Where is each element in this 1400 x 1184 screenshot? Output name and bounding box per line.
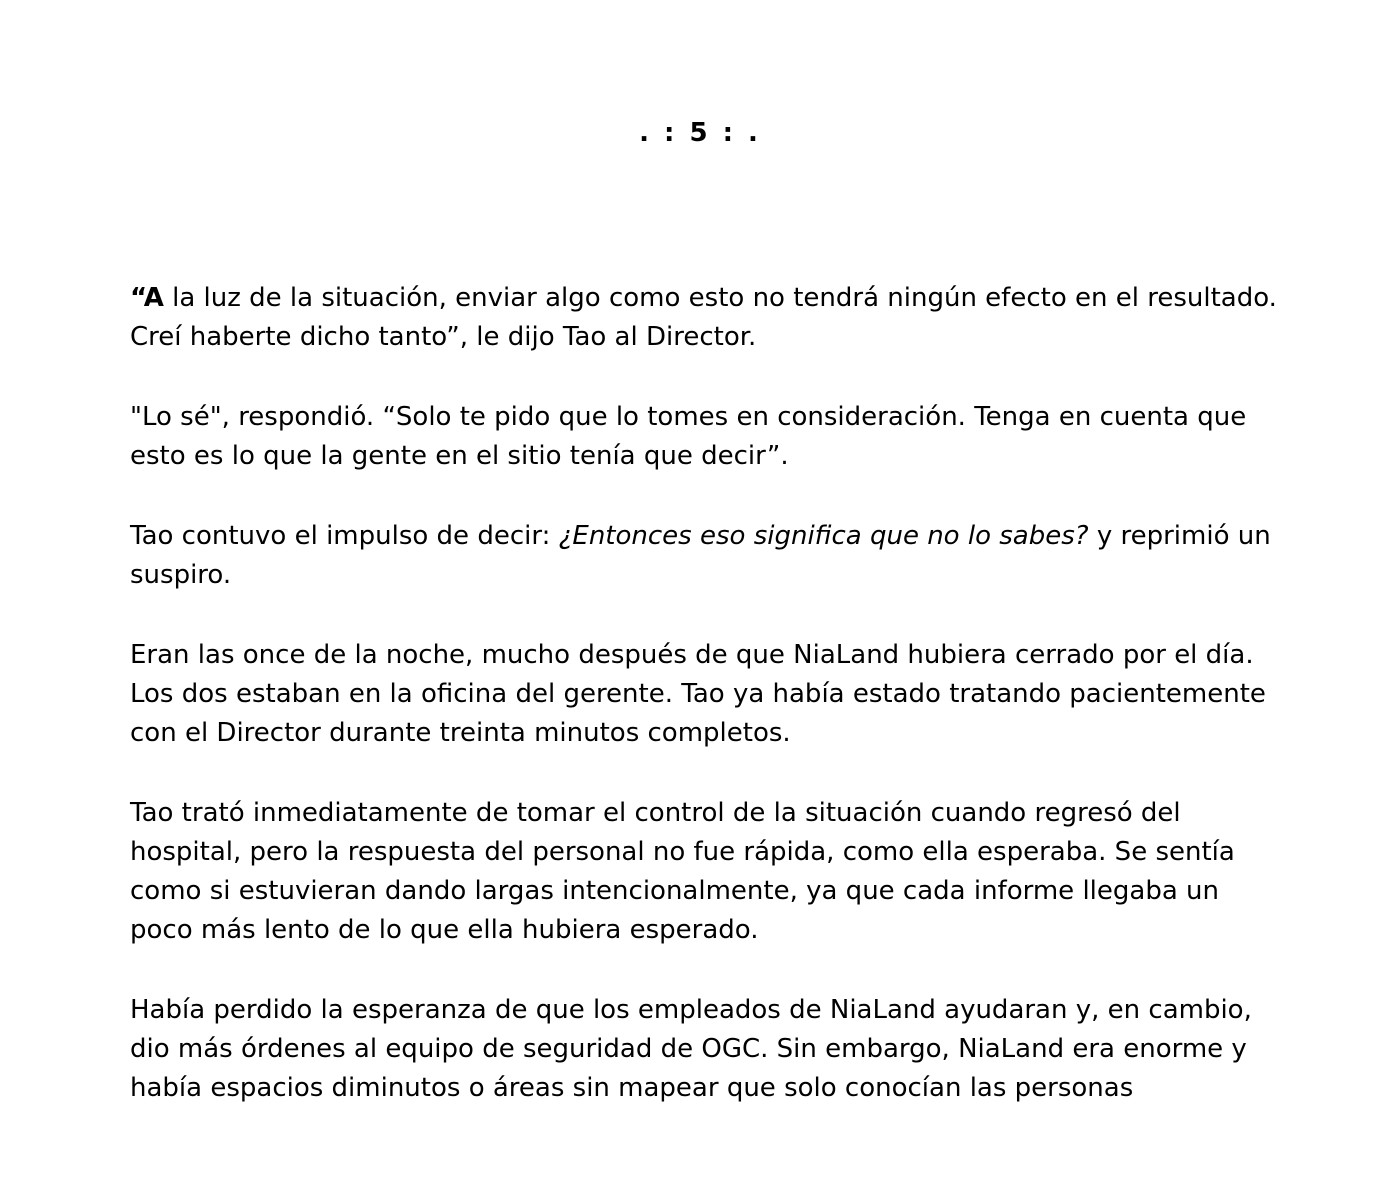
- paragraph-lead-bold: “A: [130, 283, 164, 313]
- paragraph-text: Eran las once de la noche, mucho después de que NiaLand hubiera cerrado por el día. Los dos estaban en la oficina del gerente. Tao ya había estado tratando pacientemente con el Director durante treinta minutos completos.: [130, 640, 1266, 748]
- chapter-heading: . : 5 : .: [639, 118, 761, 148]
- paragraph-3: [130, 517, 1280, 595]
- paragraph-text: "Lo sé", respondió. “Solo te pido que lo tomes en consideración. Tenga en cuenta que esto es lo que la gente en el sitio tenía que decir”.: [130, 402, 1247, 471]
- paragraph-2: [130, 398, 1280, 476]
- body-text: [130, 279, 1280, 1149]
- paragraph-text: Tao trató inmediatamente de tomar el control de la situación cuando regresó del hospital, pero la respuesta del personal no fue rápida, como ella esperaba. Se sentía como si estuvieran dando largas intencionalmente, ya que cada informe llegaba un poco más lento de lo que ella hubiera esperado.: [130, 798, 1235, 945]
- paragraph-6: [130, 991, 1280, 1108]
- paragraph-text: Había perdido la esperanza de que los empleados de NiaLand ayudaran y, en cambio, dio más órdenes al equipo de seguridad de OGC. Sin embargo, NiaLand era enorme y había espacios diminutos o áreas sin mapear que solo conocían las personas: [130, 995, 1252, 1103]
- paragraph-4: [130, 636, 1280, 753]
- paragraph-text-after: y reprimió un suspiro.: [130, 521, 1271, 590]
- paragraph-1: [130, 279, 1280, 357]
- paragraph-italic-thought: ¿Entonces eso significa que no lo sabes?: [558, 521, 1089, 551]
- paragraph-5: [130, 794, 1280, 950]
- paragraph-text: la luz de la situación, enviar algo como esto no tendrá ningún efecto en el resultado. Creí haberte dicho tanto”, le dijo Tao al Director.: [130, 283, 1277, 352]
- paragraph-text-before: Tao contuvo el impulso de decir:: [130, 521, 559, 551]
